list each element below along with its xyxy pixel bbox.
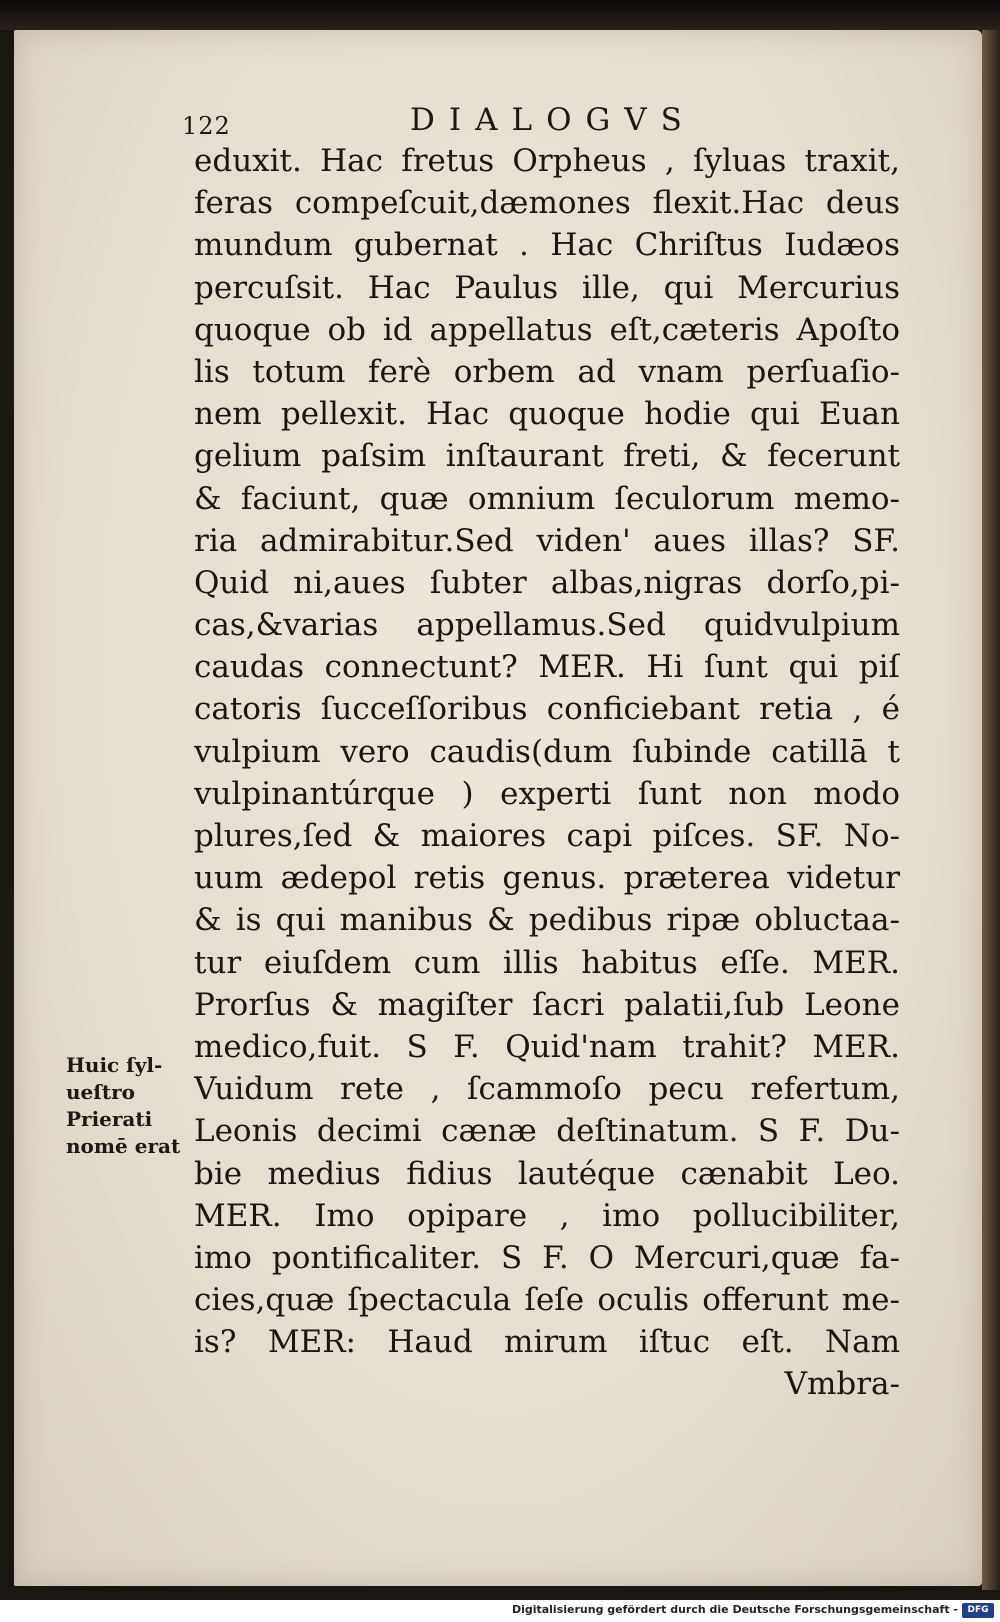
text-line: vulpinantúrque ) experti ſunt non modo bbox=[194, 775, 900, 812]
text-line: vulpium vero caudis(dum ſubinde catillā t bbox=[194, 733, 900, 770]
text-line: eduxit. Hac fretus Orpheus , ſyluas traxit, bbox=[194, 143, 900, 179]
text-line: medico,fuit. S F. Quid'nam trahit? MER. bbox=[194, 1028, 900, 1065]
catchword: Vmbra- bbox=[784, 1366, 900, 1403]
marginal-note-line: nomē erat bbox=[66, 1134, 181, 1158]
book-page bbox=[14, 30, 982, 1586]
text-line: cas,&varias appellamus.Sed quidvulpium bbox=[194, 607, 900, 644]
text-line: & faciunt, quæ omnium ſeculorum memo- bbox=[194, 480, 900, 517]
text-line: cies,quæ ſpectacula ſeſe oculis offerunt me- bbox=[194, 1282, 900, 1319]
marginal-note bbox=[66, 1052, 196, 1160]
text-line: quoque ob id appellatus eſt,cæteris Apoſto bbox=[194, 311, 900, 348]
body-text bbox=[194, 140, 900, 1406]
text-line: Prorſus & magiſter ſacri palatii,ſub Leone bbox=[194, 986, 900, 1023]
text-line: Leonis decimi cænæ deſtinatum. S F. Du- bbox=[194, 1113, 900, 1150]
marginal-note-line: Prierati bbox=[66, 1107, 153, 1131]
dfg-logo-icon: DFG bbox=[962, 1603, 994, 1618]
text-line: lis totum ferè orbem ad vnam perſuaſio- bbox=[194, 353, 900, 390]
marginal-note-line: ueſtro bbox=[66, 1080, 135, 1104]
text-line: Vuidum rete , ſcammoſo pecu refertum, bbox=[194, 1071, 900, 1108]
text-line: plures,ſed & maiores capi piſces. SF. No- bbox=[194, 818, 900, 854]
text-line: caudas connectunt? MER. Hi ſunt qui piſ bbox=[194, 649, 900, 686]
text-line: uum ædepol retis genus. præterea videtur bbox=[194, 860, 900, 897]
text-line: MER. Imo opipare , imo pollucibiliter, bbox=[194, 1197, 900, 1234]
text-line: imo pontificaliter. S F. O Mercuri,quæ fa- bbox=[194, 1239, 900, 1276]
text-line: nem pellexit. Hac quoque hodie qui Euan bbox=[194, 396, 900, 433]
text-line: & is qui manibus & pedibus ripæ obluctaa- bbox=[194, 902, 900, 939]
text-line: Quid ni,aues ſubter albas,nigras dorſo,pi- bbox=[194, 564, 900, 601]
text-line: percuſsit. Hac Paulus ille, qui Mercurius bbox=[194, 269, 900, 306]
text-line: bie medius fidius lautéque cænabit Leo. bbox=[194, 1155, 900, 1192]
text-line: catoris ſucceſſoribus conficiebant retia , é bbox=[194, 691, 900, 728]
text-line: tur eiuſdem cum illis habitus eſſe. MER. bbox=[194, 944, 900, 981]
page-header bbox=[14, 102, 982, 142]
marginal-note-line: Huic ſyl- bbox=[66, 1053, 163, 1077]
page-number: 122 bbox=[182, 112, 231, 140]
footer-bar bbox=[0, 1600, 1000, 1622]
text-line: ria admirabitur.Sed viden' aues illas? SF. bbox=[194, 522, 900, 559]
text-line: feras compeſcuit,dæmones flexit.Hac deus bbox=[194, 185, 900, 222]
book-spine-edge bbox=[982, 30, 1000, 1590]
text-line: gelium paſsim inſtaurant freti, & fecerunt bbox=[194, 438, 900, 475]
text-line: is? MER: Haud mirum iſtuc eſt. Nam bbox=[194, 1324, 900, 1361]
running-title: DIALOGVS bbox=[410, 102, 696, 138]
text-line: mundum gubernat . Hac Chriſtus Iudæos bbox=[194, 227, 900, 264]
funding-credit: Digitalisierung gefördert durch die Deutsche Forschungsgemeinschaft - bbox=[511, 1603, 958, 1616]
scan-top-edge bbox=[0, 0, 1000, 30]
